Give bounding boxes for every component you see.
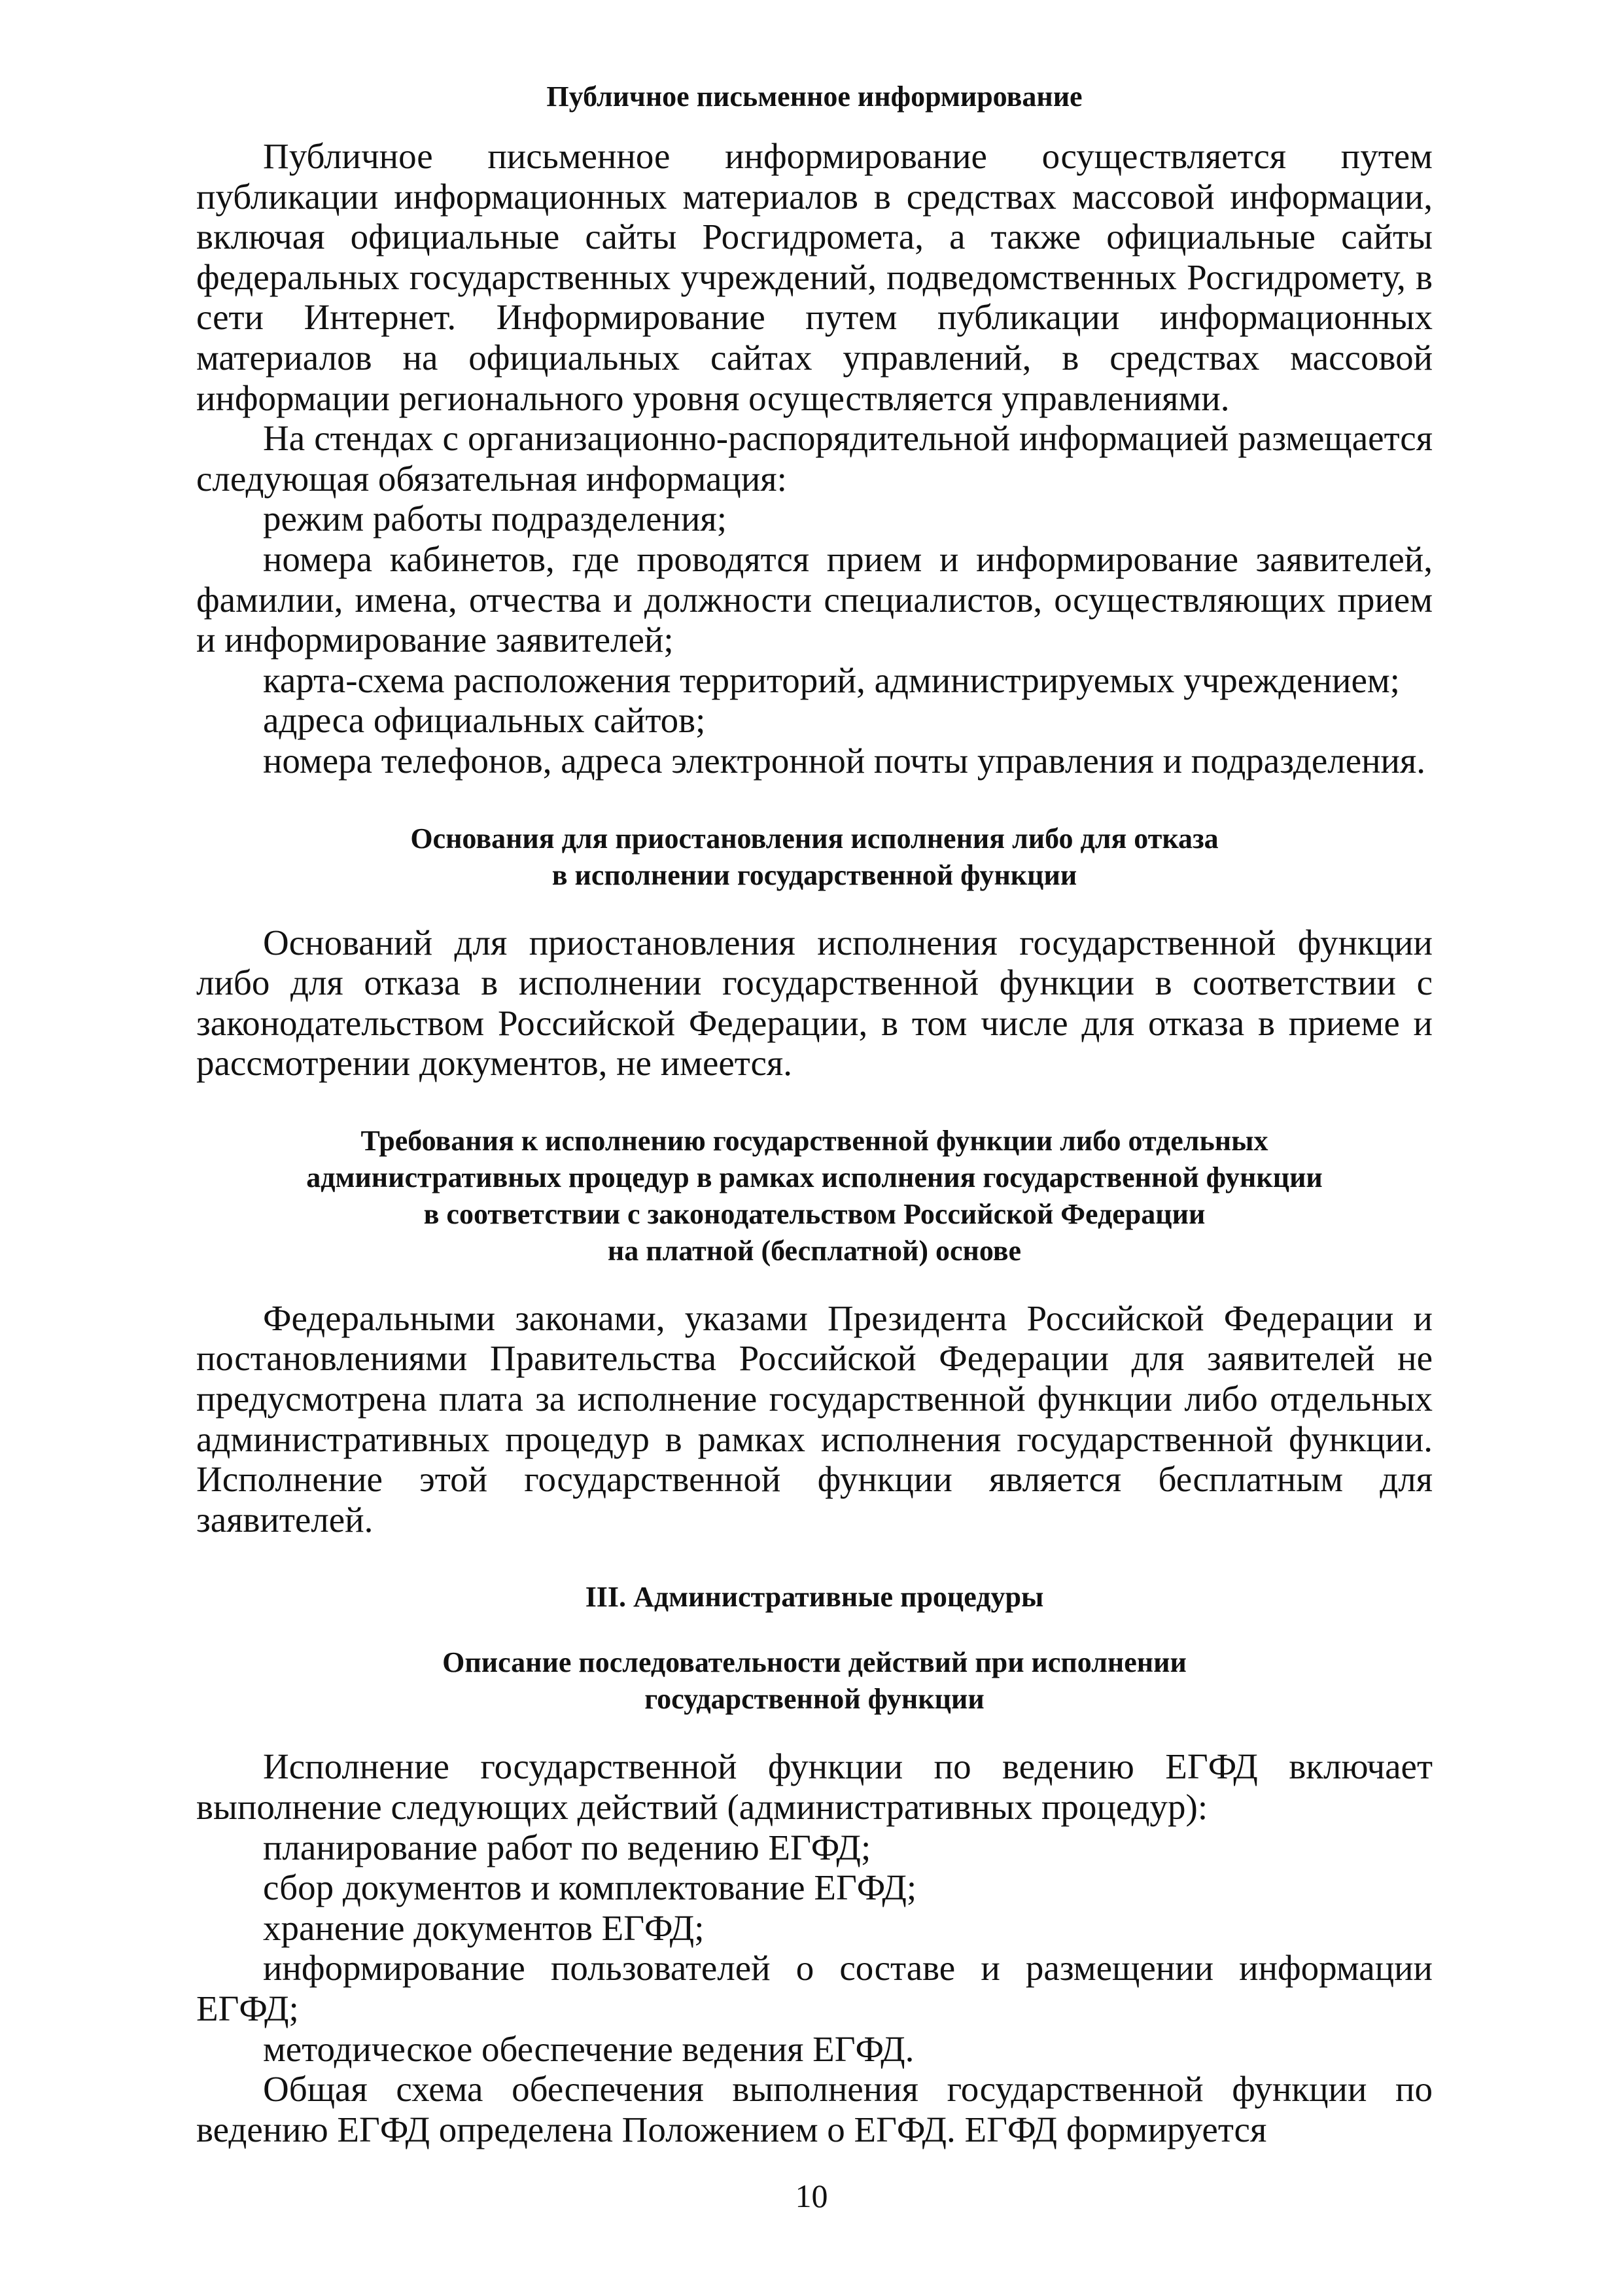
document-page — [196, 79, 1433, 2264]
list-item: адреса официальных сайтов; — [263, 700, 706, 741]
spacer — [196, 894, 1433, 923]
list-item: планирование работ по ведению ЕГФД; — [263, 1827, 871, 1867]
list-item: карта-схема расположения территорий, администрируемых учреждением; — [263, 660, 1400, 700]
spacer — [196, 781, 1433, 821]
section-heading-grounds-for-suspension: Основания для приостановления исполнения либо для отказа в исполнении государственной функции — [410, 822, 1219, 891]
spacer — [196, 1269, 1433, 1298]
paragraph: Исполнение государственной функции по ведению ЕГФД включает выполнение следующих действий (административных процедур): — [196, 1746, 1433, 1828]
section-heading-public-written-informing: Публичное письменное информирование — [546, 80, 1083, 113]
list-item: информирование пользователей о составе и размещении информации ЕГФД; — [196, 1948, 1433, 2028]
chapter-heading-administrative-procedures: III. Административные процедуры — [585, 1581, 1044, 1614]
spacer — [196, 115, 1433, 136]
list-item: номера телефонов, адреса электронной почты управления и подразделения. — [263, 740, 1426, 781]
list-item: сбор документов и комплектование ЕГФД; — [263, 1867, 917, 1908]
list-item: режим работы подразделения; — [263, 499, 727, 539]
section-heading-sequence-of-actions: Описание последовательности действий при исполнении государственной функции — [442, 1646, 1187, 1716]
spacer — [196, 1540, 1433, 1579]
spacer — [196, 1718, 1433, 1746]
section-heading-fee-requirements: Требования к исполнению государственной функции либо отдельных административных процедур в рамках исполнения государственной функции в соответствии с законодательством Российской Федерации на платной (бесплатной) основе — [306, 1124, 1323, 1267]
paragraph: Оснований для приостановления исполнения государственной функции либо для отказа в исполнении государственной функции в соответствии с законодательством Российской Федерации, в том числе для отказа в приеме и рассмотрении документов, не имеется. — [196, 922, 1433, 1084]
list-item: методическое обеспечение ведения ЕГФД. — [263, 2028, 915, 2069]
list-item: номера кабинетов, где проводятся прием и информирование заявителей, фамилии, имена, отчества и должности специалистов, осуществляющих прием и информирование заявителей; — [196, 539, 1433, 660]
paragraph: На стендах с организационно-распорядительной информацией размещается следующая обязательная информация: — [196, 418, 1433, 499]
list-item: хранение документов ЕГФД; — [263, 1907, 705, 1948]
paragraph: Публичное письменное информирование осуществляется путем публикации информационных материалов в средствах массовой информации, включая официальные сайты Росгидромета, а также официальные сайты федеральных государственных учреждений, подведомственных Росгидромету, в сети Интернет. Информирование путем публикации информационных материалов на официальных сайтах управлений, в средствах массовой информации регионального уровня осуществляется управлениями. — [196, 136, 1433, 418]
page-number: 10 — [795, 2178, 828, 2214]
paragraph: Общая схема обеспечения выполнения государственной функции по ведению ЕГФД определена Положением о ЕГФД. ЕГФД формируется — [196, 2069, 1433, 2149]
spacer — [196, 1084, 1433, 1123]
spacer — [196, 1616, 1433, 1644]
paragraph: Федеральными законами, указами Президента Российской Федерации и постановлениями Правительства Российской Федерации для заявителей не предусмотрена плата за исполнение государственной функции либо отдельных административных процедур в рамках исполнения государственной функции. Исполнение этой государственной функции является бесплатным для заявителей. — [196, 1298, 1433, 1540]
